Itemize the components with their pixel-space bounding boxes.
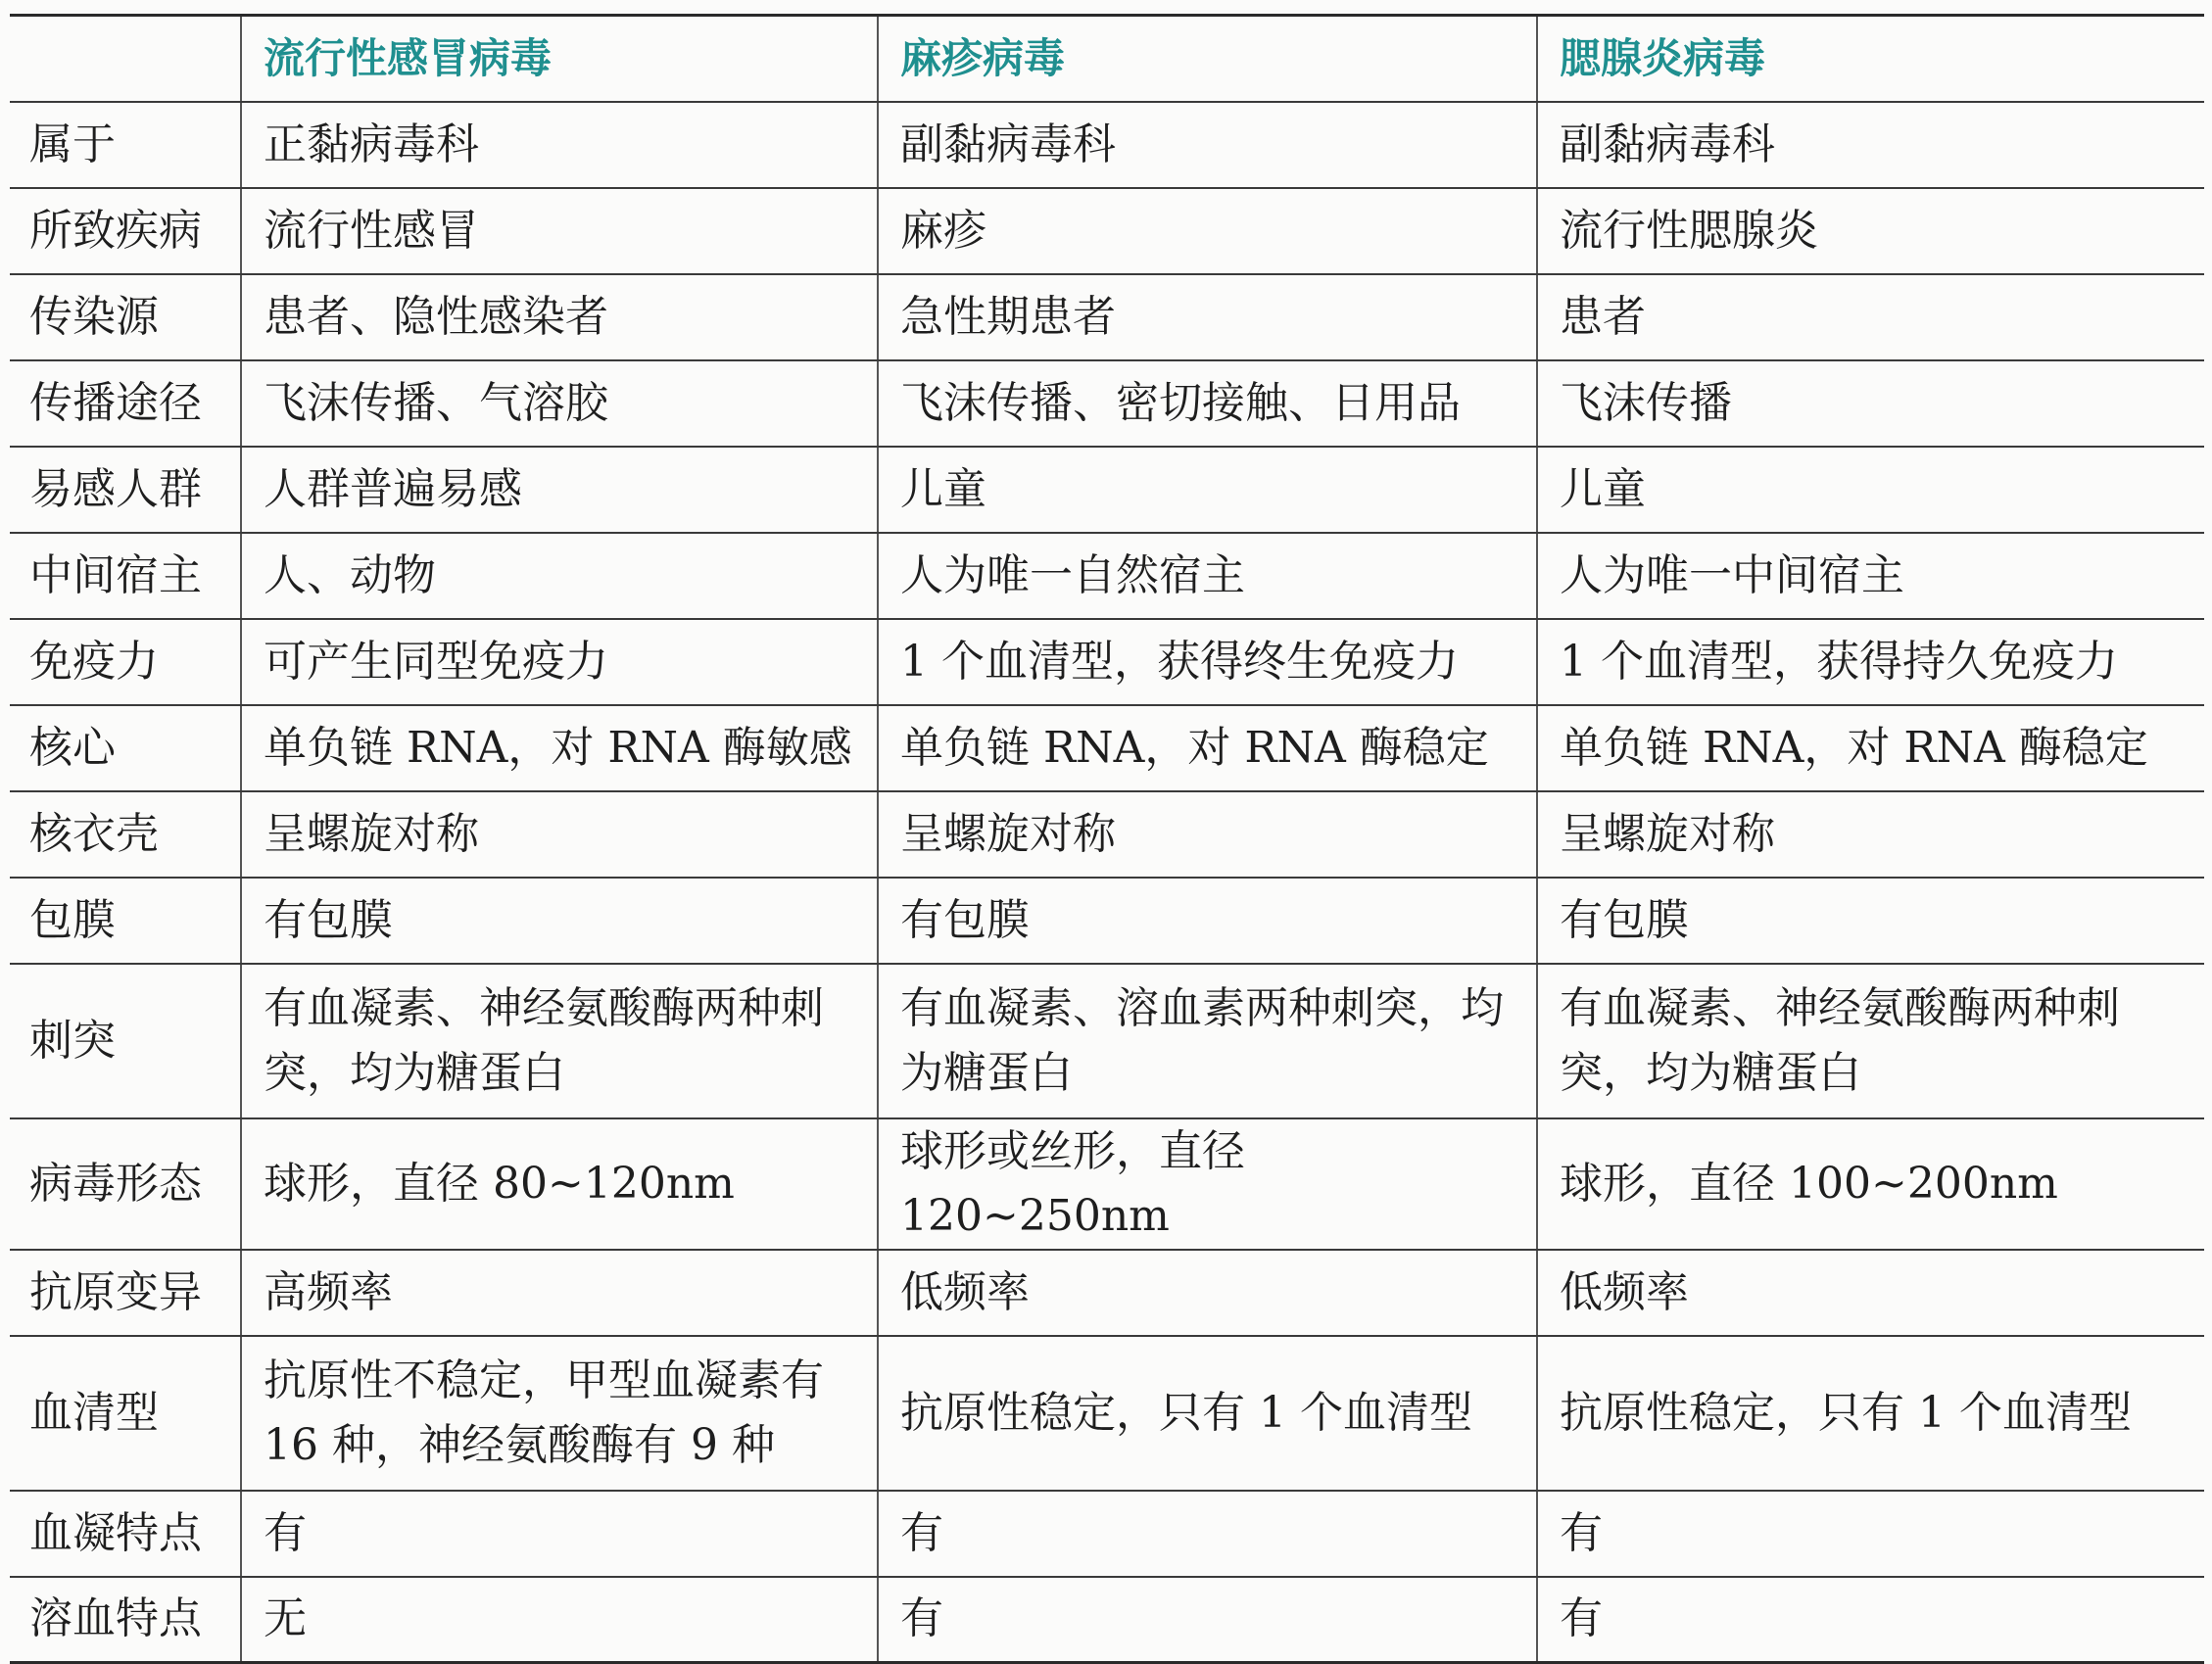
table-cell: 有 <box>878 1491 1537 1577</box>
table-cell: 有 <box>1537 1491 2204 1577</box>
row-label: 中间宿主 <box>10 533 241 619</box>
table-cell: 副黏病毒科 <box>1537 102 2204 188</box>
table-cell: 人为唯一自然宿主 <box>878 533 1537 619</box>
header-row <box>10 16 2204 102</box>
table-row <box>10 360 2204 447</box>
column-header-influenza: 流行性感冒病毒 <box>241 16 878 102</box>
table-row <box>10 705 2204 791</box>
table-row <box>10 791 2204 878</box>
row-label: 血清型 <box>10 1336 241 1491</box>
row-label: 病毒形态 <box>10 1118 241 1250</box>
table-cell: 正黏病毒科 <box>241 102 878 188</box>
table-row <box>10 1491 2204 1577</box>
table-row <box>10 619 2204 705</box>
table-cell: 患者、隐性感染者 <box>241 274 878 360</box>
table-cell: 飞沫传播 <box>1537 360 2204 447</box>
table-cell: 麻疹 <box>878 188 1537 274</box>
row-label: 传播途径 <box>10 360 241 447</box>
table-cell: 低频率 <box>1537 1250 2204 1336</box>
table-cell: 低频率 <box>878 1250 1537 1336</box>
table-cell: 呈螺旋对称 <box>1537 791 2204 878</box>
table-cell: 流行性腮腺炎 <box>1537 188 2204 274</box>
table-cell: 人群普遍易感 <box>241 447 878 533</box>
table-row <box>10 274 2204 360</box>
row-label: 溶血特点 <box>10 1577 241 1663</box>
table-cell: 儿童 <box>1537 447 2204 533</box>
table-row <box>10 102 2204 188</box>
table-cell: 可产生同型免疫力 <box>241 619 878 705</box>
table-cell: 人、动物 <box>241 533 878 619</box>
table-row <box>10 533 2204 619</box>
column-header-measles: 麻疹病毒 <box>878 16 1537 102</box>
row-label: 刺突 <box>10 964 241 1118</box>
row-label: 血凝特点 <box>10 1491 241 1577</box>
table-cell: 有包膜 <box>241 878 878 964</box>
table-cell: 急性期患者 <box>878 274 1537 360</box>
table-cell: 患者 <box>1537 274 2204 360</box>
row-label: 所致疾病 <box>10 188 241 274</box>
row-label: 核衣壳 <box>10 791 241 878</box>
table-cell: 飞沫传播、密切接触、日用品 <box>878 360 1537 447</box>
table-row <box>10 447 2204 533</box>
table-cell: 球形，直径 100~200nm <box>1537 1118 2204 1250</box>
table-cell: 抗原性稳定，只有 1 个血清型 <box>878 1336 1537 1491</box>
row-label: 抗原变异 <box>10 1250 241 1336</box>
column-header-mumps: 腮腺炎病毒 <box>1537 16 2204 102</box>
row-label: 易感人群 <box>10 447 241 533</box>
table-row <box>10 1118 2204 1250</box>
table-cell: 有血凝素、神经氨酸酶两种刺突，均为糖蛋白 <box>241 964 878 1118</box>
table-cell: 高频率 <box>241 1250 878 1336</box>
table-cell: 人为唯一中间宿主 <box>1537 533 2204 619</box>
table-cell: 有包膜 <box>1537 878 2204 964</box>
table-cell: 无 <box>241 1577 878 1663</box>
row-label: 属于 <box>10 102 241 188</box>
table-cell: 有 <box>878 1577 1537 1663</box>
table-cell: 有 <box>1537 1577 2204 1663</box>
table-cell: 单负链 RNA，对 RNA 酶稳定 <box>878 705 1537 791</box>
table-cell: 有包膜 <box>878 878 1537 964</box>
table-cell: 球形或丝形，直径 120~250nm <box>878 1118 1537 1250</box>
table-cell: 呈螺旋对称 <box>878 791 1537 878</box>
table-row <box>10 878 2204 964</box>
table-cell: 抗原性不稳定，甲型血凝素有 16 种，神经氨酸酶有 9 种 <box>241 1336 878 1491</box>
table-cell: 单负链 RNA，对 RNA 酶敏感 <box>241 705 878 791</box>
table-cell: 有血凝素、神经氨酸酶两种刺突，均为糖蛋白 <box>1537 964 2204 1118</box>
table-row <box>10 964 2204 1118</box>
table-cell: 飞沫传播、气溶胶 <box>241 360 878 447</box>
row-label: 免疫力 <box>10 619 241 705</box>
table-cell: 1 个血清型，获得持久免疫力 <box>1537 619 2204 705</box>
table-cell: 有血凝素、溶血素两种刺突，均为糖蛋白 <box>878 964 1537 1118</box>
corner-cell <box>10 16 241 102</box>
row-label: 传染源 <box>10 274 241 360</box>
table-row <box>10 1336 2204 1491</box>
table-cell: 副黏病毒科 <box>878 102 1537 188</box>
table-cell: 1 个血清型，获得终生免疫力 <box>878 619 1537 705</box>
table-cell: 单负链 RNA，对 RNA 酶稳定 <box>1537 705 2204 791</box>
table-cell: 球形，直径 80~120nm <box>241 1118 878 1250</box>
row-label: 包膜 <box>10 878 241 964</box>
row-label: 核心 <box>10 705 241 791</box>
table-cell: 儿童 <box>878 447 1537 533</box>
table-cell: 呈螺旋对称 <box>241 791 878 878</box>
table-cell: 有 <box>241 1491 878 1577</box>
table-row <box>10 1250 2204 1336</box>
table-cell: 抗原性稳定，只有 1 个血清型 <box>1537 1336 2204 1491</box>
table-cell: 流行性感冒 <box>241 188 878 274</box>
table-row <box>10 188 2204 274</box>
virus-comparison-table <box>10 14 2204 1664</box>
